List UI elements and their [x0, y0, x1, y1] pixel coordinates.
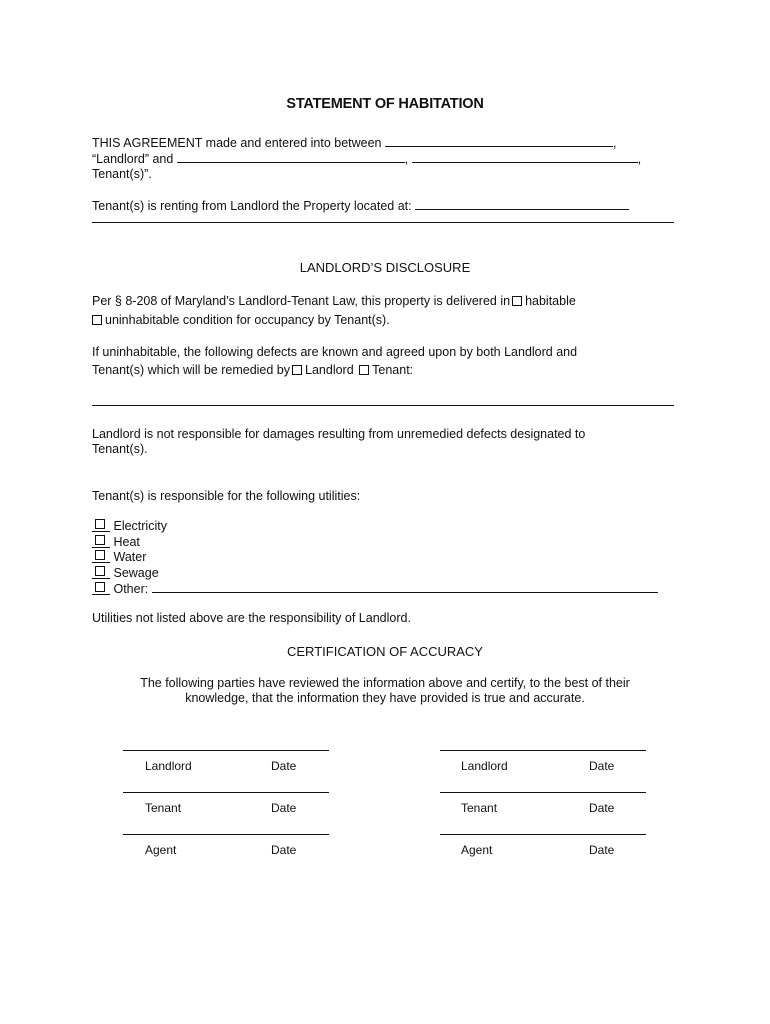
- disclosure-text: Per § 8-208 of Maryland’s Landlord-Tenant Law, this property is delivered in: [92, 294, 511, 308]
- utility-item-other: [92, 581, 658, 598]
- defects-text: Tenant(s) which will be remedied by: [92, 363, 291, 377]
- landlord-signature-line[interactable]: [123, 750, 329, 751]
- property-address-field-2[interactable]: [92, 222, 674, 223]
- document-title: STATEMENT OF HABITATION: [286, 96, 484, 112]
- comma: ,: [404, 152, 409, 166]
- agreement-line-3: Tenant(s)”.: [92, 167, 152, 181]
- certification-heading: CERTIFICATION OF ACCURACY: [287, 644, 483, 659]
- certification-text-1: The following parties have reviewed the information above and certify, to the best of their: [140, 676, 630, 690]
- agreement-intro-text: THIS AGREEMENT made and entered into between: [92, 136, 382, 150]
- tenant-remedy-label: Tenant:: [372, 363, 414, 377]
- utility-label: Sewage: [113, 566, 159, 580]
- tenant-label-2: Tenant: [461, 801, 498, 815]
- tenant-remedy-checkbox[interactable]: [359, 365, 369, 375]
- other-checkbox[interactable]: [95, 582, 105, 592]
- landlord-label-2: Landlord: [461, 759, 508, 773]
- agreement-line-1: [92, 135, 616, 152]
- other-utility-field[interactable]: [152, 581, 658, 593]
- property-line: [92, 198, 629, 215]
- tenant-label: Tenant: [145, 801, 182, 815]
- utility-label: Heat: [113, 535, 140, 549]
- date-label-2: Date: [589, 801, 615, 815]
- agent-label: Agent: [145, 843, 177, 857]
- landlord-and-text: “Landlord” and: [92, 152, 174, 166]
- date-label-2: Date: [589, 843, 615, 857]
- utility-item-heat: [92, 535, 140, 551]
- utility-item-water: [92, 550, 146, 566]
- electricity-checkbox[interactable]: [95, 519, 105, 529]
- utilities-footer: Utilities not listed above are the responsibility of Landlord.: [92, 611, 411, 625]
- date-label: Date: [271, 801, 297, 815]
- sewage-checkbox[interactable]: [95, 566, 105, 576]
- utility-label: Electricity: [113, 519, 167, 533]
- landlord-remedy-checkbox[interactable]: [292, 365, 302, 375]
- landlord-signature-line-2[interactable]: [440, 750, 646, 751]
- tenant-signature-line-2[interactable]: [440, 792, 646, 793]
- utility-item-electricity: [92, 519, 167, 535]
- defects-line-1: If uninhabitable, the following defects are known and agreed upon by both Landlord and: [92, 345, 578, 359]
- landlord-remedy-label: Landlord: [305, 363, 354, 377]
- habitable-checkbox[interactable]: [512, 296, 522, 306]
- date-label: Date: [271, 759, 297, 773]
- comma: ,: [613, 136, 617, 150]
- landlord-label: Landlord: [145, 759, 192, 773]
- disclosure-line-2: [90, 313, 390, 329]
- uninhabitable-checkbox[interactable]: [92, 315, 102, 325]
- utility-label: Water: [113, 550, 147, 564]
- defects-field[interactable]: [92, 405, 674, 406]
- property-address-field[interactable]: [415, 198, 629, 210]
- date-label-2: Date: [589, 759, 615, 773]
- agent-label-2: Agent: [461, 843, 493, 857]
- disclosure-heading: LANDLORD’S DISCLOSURE: [299, 260, 471, 275]
- comma: ,: [637, 152, 642, 166]
- not-responsible-line-2: Tenant(s).: [92, 442, 148, 456]
- date-label: Date: [271, 843, 297, 857]
- tenant-name-field-1[interactable]: [177, 151, 405, 163]
- certification-text-2: knowledge, that the information they have provided is true and accurate.: [185, 691, 585, 705]
- agreement-line-2: [92, 151, 641, 168]
- uninhabitable-label: uninhabitable condition for occupancy by Tenant(s).: [105, 313, 390, 327]
- habitable-label: habitable: [525, 294, 576, 308]
- tenant-name-field-2[interactable]: [412, 151, 638, 163]
- not-responsible-line-1: Landlord is not responsible for damages resulting from unremedied defects designated to: [92, 427, 586, 441]
- disclosure-line-1: [92, 294, 576, 310]
- utility-label: Other:: [113, 582, 149, 596]
- agent-signature-line[interactable]: [123, 834, 329, 835]
- utility-item-sewage: [92, 566, 159, 582]
- water-checkbox[interactable]: [95, 550, 105, 560]
- defects-line-2: [92, 363, 413, 379]
- heat-checkbox[interactable]: [95, 535, 105, 545]
- tenant-signature-line[interactable]: [123, 792, 329, 793]
- property-label: Tenant(s) is renting from Landlord the Property located at:: [92, 199, 412, 213]
- landlord-name-field[interactable]: [385, 135, 613, 147]
- agent-signature-line-2[interactable]: [440, 834, 646, 835]
- utilities-heading: Tenant(s) is responsible for the following utilities:: [92, 489, 361, 503]
